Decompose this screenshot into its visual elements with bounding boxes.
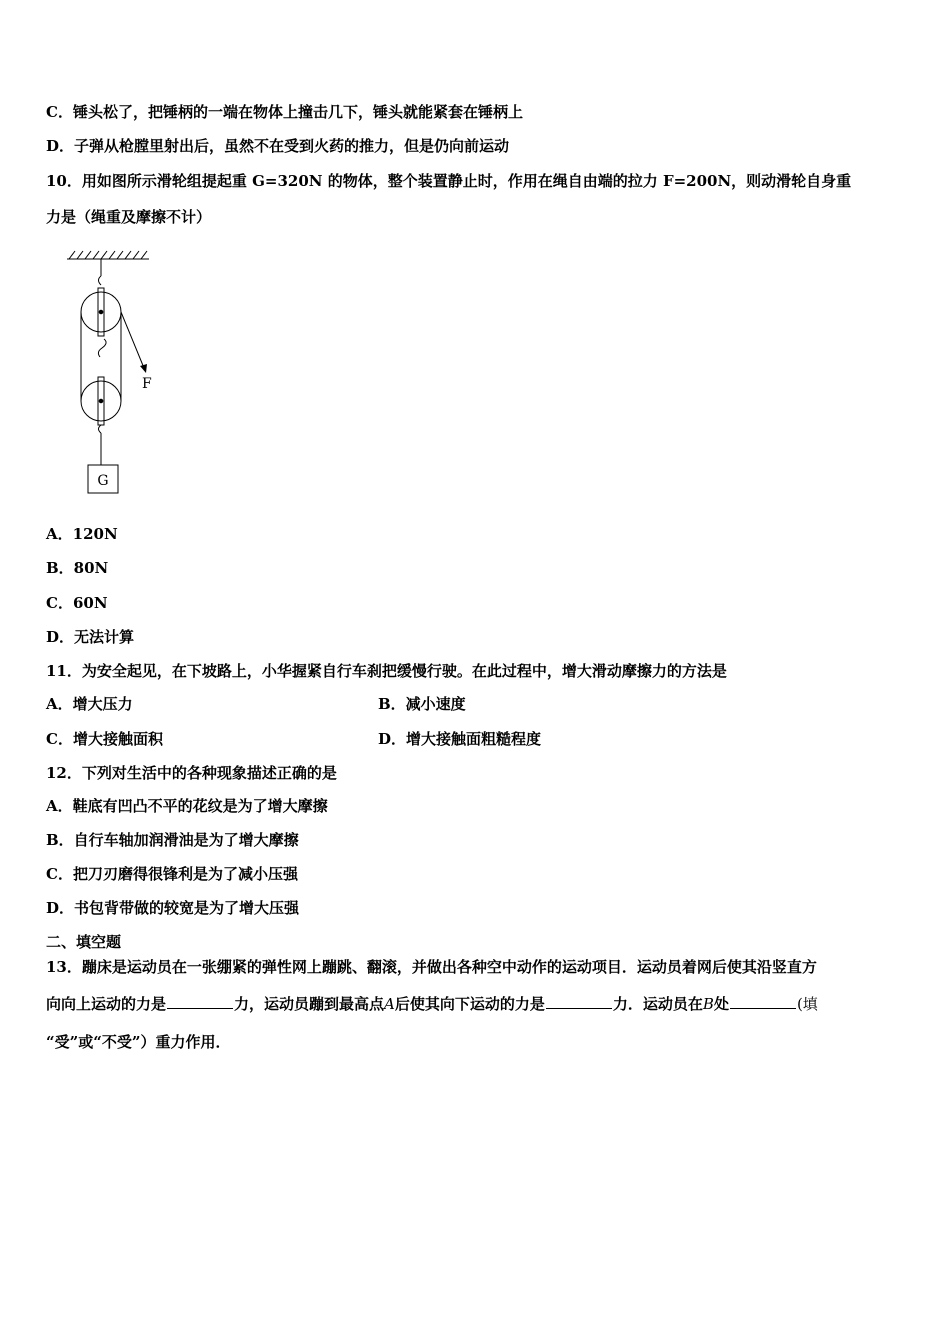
q13-point-b: B — [702, 995, 714, 1013]
q11-option-b: B．减小速度 — [378, 695, 466, 713]
q11-option-c: C．增大接触面积 — [46, 730, 163, 748]
q13-line1: 13．蹦床是运动员在一张绷紧的弹性网上蹦跳、翻滚，并做出各种空中动作的运动项目．运动员着网后使其沿竖直方 — [46, 958, 817, 976]
q11-stem: 11．为安全起见，在下坡路上，小华握紧自行车刹把缓慢行驶。在此过程中，增大滑动摩擦力的方法是 — [46, 662, 727, 680]
q11-option-d: D．增大接触面粗糙程度 — [378, 730, 542, 748]
q12-stem: 12．下列对生活中的各种现象描述正确的是 — [46, 764, 337, 782]
q10-stem-line1: 10．用如图所示滑轮组提起重 G=320N 的物体，整个装置静止时，作用在绳自由端的拉力 F=200N，则动滑轮自身重 — [46, 172, 852, 190]
weight-label: G — [97, 473, 109, 489]
q12-option-c: C．把刀刃磨得很锋利是为了减小压强 — [46, 865, 298, 883]
q10-option-b: B．80N — [46, 559, 109, 577]
weight-box — [88, 465, 118, 493]
q12-option-d: D．书包背带做的较宽是为了增大压强 — [46, 899, 300, 917]
ceiling-support — [67, 251, 149, 259]
q10-option-c: C．60N — [46, 594, 108, 612]
q11-option-a: A．增大压力 — [46, 695, 133, 713]
q12-option-a: A．鞋底有凹凸不平的花纹是为了增大摩擦 — [46, 797, 328, 815]
q10-option-d: D．无法计算 — [46, 628, 135, 646]
q12-option-b: B．自行车轴加润滑油是为了增大摩擦 — [46, 831, 299, 849]
q13-text-2: 力，运动员蹦到最高点 — [234, 995, 385, 1013]
section-title-fill-in: 二、填空题 — [46, 933, 122, 951]
q13-blank-2[interactable] — [546, 994, 612, 1009]
q13-text-4: 力．运动员在 — [612, 995, 703, 1013]
q13-line3: “受”或“不受”）重力作用． — [46, 1033, 231, 1051]
q9-option-d: D．子弹从枪膛里射出后，虽然不在受到火药的推力，但是仍向前运动 — [46, 137, 510, 155]
fixed-pulley — [81, 259, 121, 336]
q9-option-c: C．锤头松了，把锤柄的一端在物体上撞击几下，锤头就能紧套在锤柄上 — [46, 103, 523, 121]
q13-line2 — [46, 994, 818, 1014]
q13-blank-1[interactable] — [167, 994, 233, 1009]
force-arrowhead — [140, 364, 147, 373]
pulley-hook — [98, 339, 106, 357]
q10-option-a: A．120N — [46, 525, 118, 543]
pulley-figure — [60, 244, 170, 498]
q10-stem-line2: 力是（绳重及摩擦不计） — [46, 208, 212, 226]
q13-text-6: (填 — [796, 995, 818, 1013]
movable-pulley — [81, 377, 121, 465]
q13-text-1: 向向上运动的力是 — [46, 995, 167, 1013]
q13-point-a: A — [384, 995, 395, 1013]
q13-blank-3[interactable] — [730, 994, 796, 1009]
force-label: F — [142, 376, 152, 392]
force-arrow-line — [121, 312, 144, 368]
q13-text-5: 处 — [713, 995, 729, 1013]
rope — [81, 312, 121, 401]
q13-text-3: 后使其向下运动的力是 — [394, 995, 545, 1013]
